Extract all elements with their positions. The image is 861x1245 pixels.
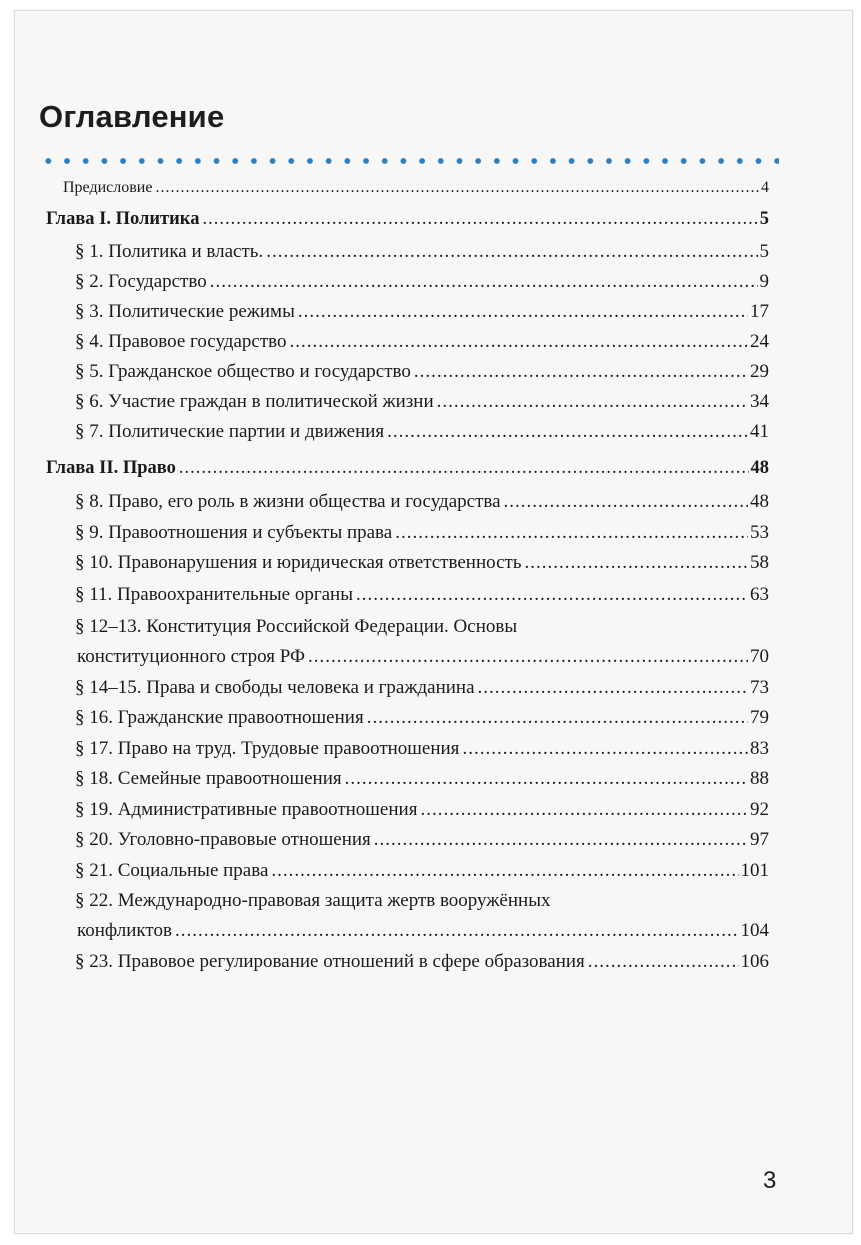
toc-entry-page: 104 — [740, 920, 769, 941]
toc-entry-label: конфликтов — [77, 920, 172, 941]
table-of-contents — [15, 11, 852, 1233]
toc-entry — [75, 271, 769, 293]
dot-leader — [374, 829, 748, 851]
book-page — [14, 10, 853, 1234]
toc-entry-label: § 21. Социальные права — [75, 860, 269, 881]
toc-entry — [77, 920, 769, 942]
toc-entry — [77, 646, 769, 668]
toc-entry-label: § 1. Политика и власть. — [75, 241, 264, 262]
dot-leader — [588, 951, 739, 973]
toc-entry — [75, 491, 769, 513]
toc-entry — [75, 738, 769, 760]
dot-leader — [308, 646, 748, 668]
toc-entry-page: 97 — [750, 829, 769, 850]
toc-entry-label: § 23. Правовое регулирование отношений в сфере образования — [75, 951, 585, 972]
toc-entry — [75, 301, 769, 323]
toc-entry — [75, 331, 769, 353]
toc-entry-label: § 14–15. Права и свободы человека и гражданина — [75, 677, 475, 698]
toc-chapter-2 — [46, 457, 769, 479]
toc-entry-page: 63 — [750, 584, 769, 605]
toc-entry-page: 92 — [750, 799, 769, 820]
toc-entry — [75, 522, 769, 544]
toc-entry-page: 101 — [740, 860, 769, 881]
toc-entry-label: § 5. Гражданское общество и государство — [75, 361, 411, 382]
toc-entry-label: § 20. Уголовно-правовые отношения — [75, 829, 371, 850]
toc-chapter-1 — [46, 208, 769, 230]
toc-entry-page: 29 — [750, 361, 769, 382]
dot-leader — [202, 208, 757, 230]
toc-entry — [75, 768, 769, 790]
toc-entry — [75, 361, 769, 383]
toc-entry-label: § 17. Право на труд. Трудовые правоотношения — [75, 738, 460, 759]
toc-entry-page: 88 — [750, 768, 769, 789]
dot-leader — [179, 457, 749, 479]
toc-entry-page: 34 — [750, 391, 769, 412]
toc-entry-label: Предисловие — [63, 179, 153, 196]
toc-entry-page: 58 — [750, 552, 769, 573]
toc-entry-page: 106 — [740, 951, 769, 972]
dot-leader — [345, 768, 748, 790]
toc-entry — [75, 241, 769, 263]
dot-leader — [155, 177, 759, 199]
dot-leader — [367, 707, 748, 729]
dot-leader — [387, 421, 748, 443]
toc-entry-page: 17 — [750, 301, 769, 322]
dot-leader — [414, 361, 748, 383]
dot-leader — [298, 301, 748, 323]
toc-entry — [75, 860, 769, 882]
dot-leader — [271, 860, 738, 882]
toc-entry-label: § 11. Правоохранительные органы — [75, 584, 353, 605]
dot-leader — [210, 271, 758, 293]
toc-entry — [75, 421, 769, 443]
dot-leader — [289, 331, 748, 353]
toc-entry — [75, 799, 769, 821]
dot-leader — [524, 552, 748, 574]
toc-entry-label: § 3. Политические режимы — [75, 301, 295, 322]
toc-entry — [75, 391, 769, 413]
dot-leader — [356, 584, 748, 606]
toc-entry-label: § 2. Государство — [75, 271, 207, 292]
dot-leader — [462, 738, 748, 760]
toc-entry-page: 73 — [750, 677, 769, 698]
toc-entry-page: 41 — [750, 421, 769, 442]
dot-leader — [266, 241, 757, 263]
toc-entry-label: § 16. Гражданские правоотношения — [75, 707, 364, 728]
toc-entry-page: 4 — [761, 179, 769, 196]
toc-entry-label: § 8. Право, его роль в жизни общества и государства — [75, 491, 501, 512]
toc-entry-page: 9 — [759, 271, 769, 292]
toc-chapter-label: Глава II. Право — [46, 458, 176, 478]
toc-entry — [75, 707, 769, 729]
toc-entry — [75, 584, 769, 606]
toc-entry-page: 48 — [750, 458, 769, 478]
toc-entry-preface — [63, 177, 769, 199]
page-number: 3 — [763, 1167, 777, 1194]
toc-entry-page: 5 — [759, 241, 769, 262]
dot-leader — [504, 491, 748, 513]
toc-entry-label: § 19. Административные правоотношения — [75, 799, 418, 820]
toc-entry — [75, 677, 769, 699]
toc-entry-label: § 18. Семейные правоотношения — [75, 768, 342, 789]
toc-entry-page: 70 — [750, 646, 769, 667]
toc-entry — [75, 829, 769, 851]
toc-entry-label: § 7. Политические партии и движения — [75, 421, 385, 442]
toc-chapter-label: Глава I. Политика — [46, 209, 200, 229]
toc-entry-label: § 4. Правовое государство — [75, 331, 287, 352]
toc-entry-page: 53 — [750, 522, 769, 543]
page-title: Оглавление — [39, 99, 225, 134]
toc-entry-page: 48 — [750, 491, 769, 512]
dot-leader — [478, 677, 748, 699]
toc-entry-label: § 9. Правоотношения и субъекты права — [75, 522, 393, 543]
toc-entry-page: 79 — [750, 707, 769, 728]
dot-leader — [437, 391, 748, 413]
toc-entry-label: § 10. Правонарушения и юридическая ответственность — [75, 552, 522, 573]
toc-entry-page: 5 — [759, 209, 769, 229]
toc-entry-label-first-line: § 12–13. Конституция Российской Федерации. Основы — [75, 616, 518, 637]
toc-entry — [75, 552, 769, 574]
dot-leader — [420, 799, 748, 821]
toc-entry-label: конституционного строя РФ — [77, 646, 305, 667]
dot-leader — [395, 522, 748, 544]
toc-entry — [75, 951, 769, 973]
dot-leader — [175, 920, 739, 942]
toc-entry-page: 24 — [750, 331, 769, 352]
toc-entry-label: § 6. Участие граждан в политической жизни — [75, 391, 434, 412]
toc-entry-page: 83 — [750, 738, 769, 759]
toc-entry-label-first-line: § 22. Международно-правовая защита жертв вооружённых — [75, 890, 551, 911]
